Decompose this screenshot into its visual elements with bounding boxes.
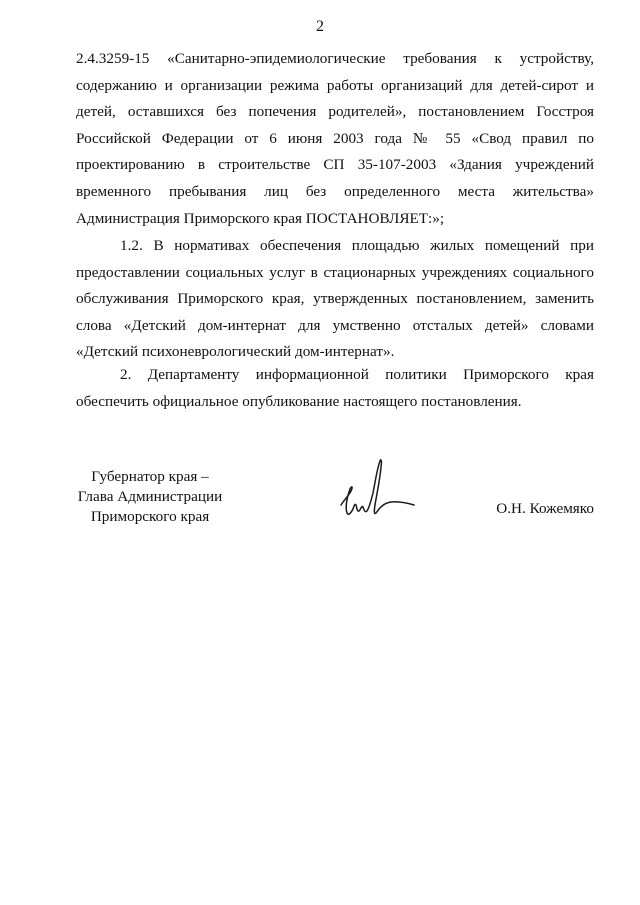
text-line: содержанию и организации режима работы организаций для детей-сирот и (76, 76, 594, 94)
position-line: Глава Администрации (77, 488, 223, 505)
text-line: Российской Федерации от 6 июня 2003 года № 55 «Свод правил по (76, 129, 594, 147)
signatory-position (70, 467, 230, 527)
paragraph-2 (76, 362, 594, 415)
text-line: Администрация Приморского края ПОСТАНОВЛЯЕТ:»; (76, 209, 445, 227)
position-line: Губернатор края – (91, 468, 209, 485)
paragraph-1-2 (76, 233, 594, 366)
text-line: 2.4.3259-15 «Санитарно-эпидемиологические требования к устройству, (76, 50, 594, 67)
signatory-name: О.Н. Кожемяко (496, 500, 594, 517)
text-line: временного пребывания лиц без определенного места жительства» (76, 182, 594, 200)
text-line: слова «Детский дом-интернат для умственно отсталых детей» словами (76, 316, 594, 334)
paragraph-continuation (76, 46, 594, 232)
text-line: обслуживания Приморского края, утвержденных постановлением, заменить (76, 290, 594, 308)
position-line: Приморского края (90, 508, 210, 525)
text-line: 2. Департаменту информационной политики Приморского края (120, 366, 594, 383)
text-line: 1.2. В нормативах обеспечения площадью жилых помещений при (120, 237, 594, 254)
text-line: «Детский психоневрологический дом-интернат». (76, 343, 395, 361)
text-line: обеспечить официальное опубликование настоящего постановления. (76, 392, 522, 410)
text-line: детей, оставшихся без попечения родителей», постановлением Госстроя (76, 103, 594, 121)
text-line: проектированию в строительстве СП 35-107-2003 «Здания учреждений (76, 156, 594, 174)
page-number: 2 (316, 18, 324, 35)
handwritten-signature (335, 455, 415, 525)
text-line: предоставлении социальных услуг в стационарных учреждениях социального (76, 263, 594, 281)
